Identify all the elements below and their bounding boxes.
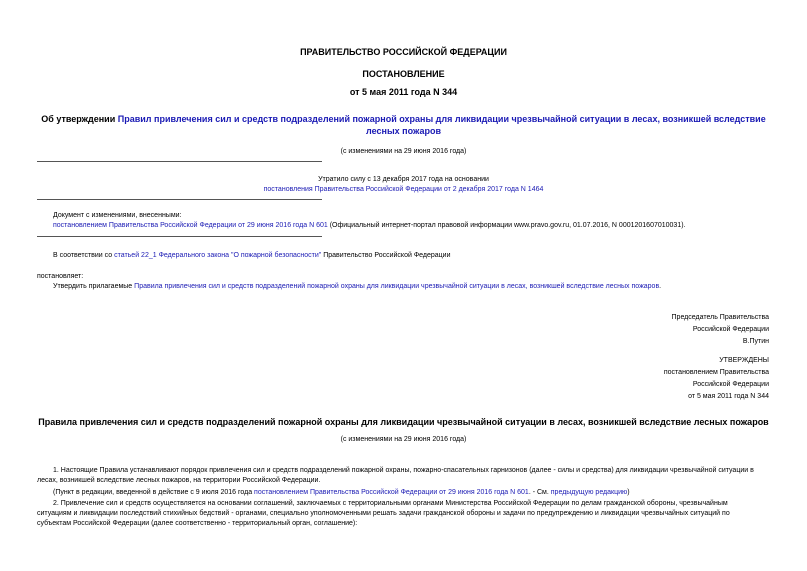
government-heading: ПРАВИТЕЛЬСТВО РОССИЙСКОЙ ФЕДЕРАЦИИ (300, 47, 507, 57)
divider-line (37, 236, 322, 237)
approve-prefix: Утвердить прилагаемые (53, 283, 135, 290)
signature-title: Председатель Правительства (671, 314, 769, 321)
divider-line (37, 199, 322, 200)
changes-note: (с изменениями на 29 июня 2016 года) (340, 148, 467, 155)
approved-line4: от 5 мая 2011 года N 344 (688, 393, 769, 400)
approved-line2: постановлением Правительства (663, 369, 769, 376)
rules-p2-line2: ситуациям и ликвидации последствий стихийных бедствий - органами, специально уполномоченными решать задачи гражданской обороны и задачи по предупреждению и ликвидации чрезвычайных ситуаций по (37, 510, 730, 517)
rules-changes-note: (с изменениями на 29 июня 2016 года) (340, 436, 467, 443)
amend-doc-rest: (Официальный интернет-портал правовой информации www.pravo.gov.ru, 01.07.2016, N 0001201607010031). (327, 222, 686, 229)
rules-title: Правила привлечения сил и средств подразделений пожарной охраны для ликвидации чрезвычайной ситуации в лесах, возникшей вследствие лесных пожаров (38, 417, 769, 427)
approved-label: УТВЕРЖДЕНЫ (719, 357, 769, 364)
divider-line (37, 161, 322, 162)
accordance-paragraph (53, 251, 450, 261)
signature-block (469, 313, 769, 347)
title-link[interactable]: Правил привлечения сил и средств подразделений пожарной охраны для ликвидации чрезвычайной ситуации в лесах, возникшей вследствие лесных пожаров (117, 114, 766, 136)
rules-link[interactable]: Правила привлечения сил и средств подразделений пожарной охраны для ликвидации чрезвычайной ситуации в лесах, возникшей вследствие лесных пожаров (134, 283, 660, 290)
signature-org: Российской Федерации (692, 326, 769, 333)
rules-p2-line1: 2. Привлечение сил и средств осуществляется на основании соглашений, заключаемых с территориальными органами Министерства Российской Федерации по делам гражданской обороны, чрезвычайным (53, 500, 728, 507)
accordance-prefix: В соответствии со (53, 252, 115, 259)
p1-note-suffix: ) (627, 489, 630, 496)
decrees-text: постановляет: (37, 273, 84, 280)
signature-name: В.Путин (742, 338, 769, 345)
document-title (30, 113, 777, 137)
doc-type-heading: ПОСТАНОВЛЕНИЕ (362, 69, 445, 79)
previous-edition-link[interactable]: предыдущую редакцию (550, 489, 628, 496)
rules-p1-line2: лесах, возникшей вследствие лесных пожаров, на территории Российской Федерации. (37, 477, 321, 484)
approved-block (469, 356, 769, 402)
title-prefix: Об утверждении (41, 114, 118, 124)
rules-p1-note (53, 488, 630, 498)
expired-link[interactable]: постановления Правительства Российской Федерации от 2 декабря 2017 года N 1464 (263, 186, 544, 193)
expired-text: Утратило силу с 13 декабря 2017 года на основании (318, 176, 489, 183)
p1-note-mid: . - См. (528, 489, 551, 496)
approve-paragraph (53, 282, 661, 292)
p1-note-link[interactable]: постановлением Правительства Российской Федерации от 29 июня 2016 года N 601 (254, 489, 529, 496)
accordance-suffix: Правительство Российской Федерации (321, 252, 451, 259)
approve-suffix: . (659, 283, 662, 290)
rules-p2-line3: субъектам Российской Федерации (далее соответственно - территориальный орган, соглашение): (37, 520, 358, 527)
law-article-link[interactable]: статьей 22_1 Федерального закона "О пожарной безопасности" (114, 252, 322, 259)
date-number-heading: от 5 мая 2011 года N 344 (349, 87, 458, 97)
amend-doc-label: Документ с изменениями, внесенными: (53, 212, 182, 219)
amend-doc-link[interactable]: постановлением Правительства Российской Федерации от 29 июня 2016 года N 601 (53, 222, 328, 229)
approved-line3: Российской Федерации (692, 381, 769, 388)
p1-note-prefix: (Пункт в редакции, введенной в действие с 9 июля 2016 года (53, 489, 255, 496)
rules-p1-line1: 1. Настоящие Правила устанавливают порядок привлечения сил и средств подразделений пожарной охраны, пожарно-спасательных гарнизонов (далее - силы и средства) для ликвидации чрезвычайной ситуации в (53, 467, 754, 474)
amend-doc-line (53, 221, 686, 231)
